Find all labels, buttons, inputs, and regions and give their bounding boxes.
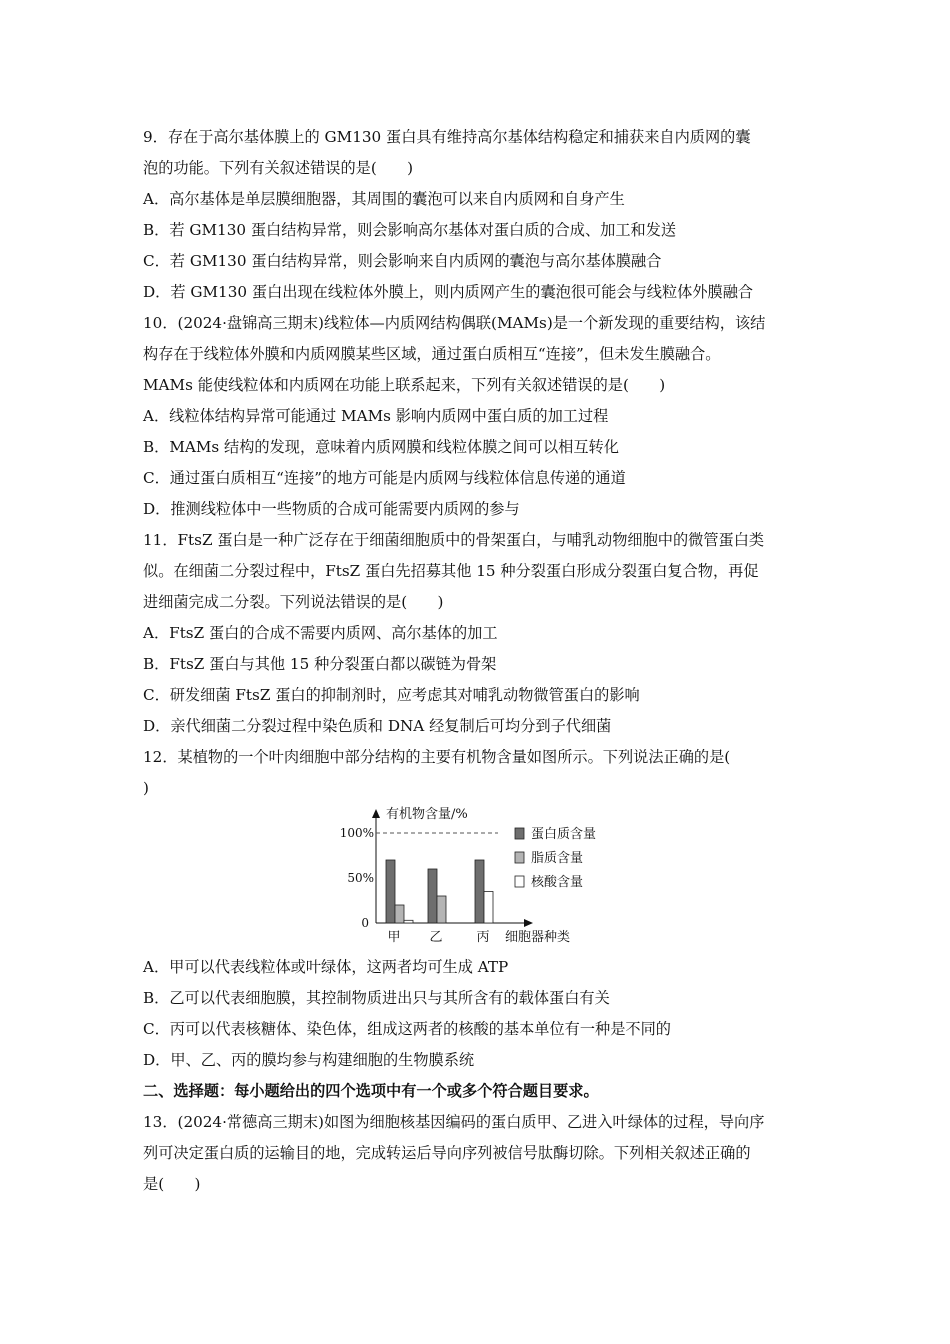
bar-乙-脂质含量 (437, 896, 446, 923)
y-tick-100: 100% (339, 826, 374, 840)
bar-丙-蛋白质含量 (475, 860, 484, 923)
q10-stem-line3: MAMs 能使线粒体和内质网在功能上联系起来，下列有关叙述错误的是( ) (143, 376, 666, 394)
q9-option-b: B．若 GM130 蛋白结构异常，则会影响高尔基体对蛋白质的合成、加工和发送 (143, 221, 677, 239)
bar-chart-svg (143, 804, 813, 952)
legend-label-蛋白质含量: 蛋白质含量 (531, 827, 597, 842)
q10-option-d: D．推测线粒体中一些物质的合成可能需要内质网的参与 (143, 500, 520, 518)
q13-stem-line1: 13．(2024·常德高三期末)如图为细胞核基因编码的蛋白质甲、乙进入叶绿体的过程，导向序 (143, 1113, 765, 1131)
section2-heading: 二、选择题：每小题给出的四个选项中有一个或多个符合题目要求。 (143, 1082, 599, 1100)
q10-option-b: B．MAMs 结构的发现，意味着内质网膜和线粒体膜之间可以相互转化 (143, 438, 619, 456)
y-axis-arrow (372, 809, 380, 818)
q13-stem-line2: 列可决定蛋白质的运输目的地，完成转运后导向序列被信号肽酶切除。下列相关叙述正确的 (143, 1144, 751, 1162)
legend-label-核酸含量: 核酸含量 (531, 875, 584, 890)
bar-甲-脂质含量 (395, 905, 404, 923)
legend (515, 827, 596, 890)
bar-甲-蛋白质含量 (386, 860, 395, 923)
q9-option-d: D．若 GM130 蛋白出现在线粒体外膜上，则内质网产生的囊泡很可能会与线粒体外膜融合 (143, 283, 754, 301)
q12-option-a: A．甲可以代表线粒体或叶绿体，这两者均可生成 ATP (143, 958, 509, 976)
q9-stem-line2: 泡的功能。下列有关叙述错误的是( ) (143, 159, 414, 177)
legend-label-脂质含量: 脂质含量 (531, 851, 584, 866)
q11-option-d: D．亲代细菌二分裂过程中染色质和 DNA 经复制后可均分到子代细菌 (143, 717, 612, 735)
bar-group (386, 860, 493, 923)
x-tick-乙: 乙 (429, 930, 443, 945)
q12-stem-line1: 12．某植物的一个叶肉细胞中部分结构的主要有机物含量如图所示。下列说法正确的是( (143, 748, 731, 766)
q10-option-c: C．通过蛋白质相互“连接”的地方可能是内质网与线粒体信息传递的通道 (143, 469, 626, 487)
x-axis-label: 细胞器种类 (505, 930, 571, 945)
q11-stem-line2: 似。在细菌二分裂过程中，FtsZ 蛋白先招募其他 15 种分裂蛋白形成分裂蛋白复合物，再促 (143, 562, 759, 580)
x-tick-甲: 甲 (387, 930, 401, 945)
legend-swatch-蛋白质含量 (515, 828, 524, 839)
q12-stem-line2: ) (143, 779, 149, 797)
q12-option-b: B．乙可以代表细胞膜，其控制物质进出只与其所含有的载体蛋白有关 (143, 989, 610, 1007)
q13-stem-line3: 是( ) (143, 1175, 201, 1193)
x-axis-arrow (524, 919, 533, 927)
page-content (143, 122, 813, 1200)
q9-option-a: A．高尔基体是单层膜细胞器，其周围的囊泡可以来自内质网和自身产生 (143, 190, 625, 208)
y-tick-0: 0 (361, 916, 369, 930)
x-tick-丙: 丙 (476, 930, 490, 945)
q11-stem-line1: 11．FtsZ 蛋白是一种广泛存在于细菌细胞质中的骨架蛋白，与哺乳动物细胞中的微管蛋白类 (143, 531, 765, 549)
q9-option-c: C．若 GM130 蛋白结构异常，则会影响来自内质网的囊泡与高尔基体膜融合 (143, 252, 662, 270)
y-axis-label: 有机物含量/% (386, 807, 468, 822)
q10-stem-line1: 10．(2024·盘锦高三期末)线粒体—内质网结构偶联(MAMs)是一个新发现的重要结构，该结 (143, 314, 766, 332)
legend-swatch-脂质含量 (515, 852, 524, 863)
legend-swatch-核酸含量 (515, 876, 524, 887)
q11-option-b: B．FtsZ 蛋白与其他 15 种分裂蛋白都以碳链为骨架 (143, 655, 497, 673)
q11-option-a: A．FtsZ 蛋白的合成不需要内质网、高尔基体的加工 (143, 624, 498, 642)
q12-option-c: C．丙可以代表核糖体、染色体，组成这两者的核酸的基本单位有一种是不同的 (143, 1020, 671, 1038)
bar-chart (143, 804, 813, 952)
y-tick-50: 50% (347, 871, 374, 885)
q12-option-d: D．甲、乙、丙的膜均参与构建细胞的生物膜系统 (143, 1051, 475, 1069)
bar-乙-蛋白质含量 (428, 869, 437, 923)
bar-甲-核酸含量 (404, 920, 413, 923)
q10-stem-line2: 构存在于线粒体外膜和内质网膜某些区域，通过蛋白质相互“连接”，但未发生膜融合。 (143, 345, 721, 363)
x-tick-labels (387, 930, 489, 945)
q11-option-c: C．研发细菌 FtsZ 蛋白的抑制剂时，应考虑其对哺乳动物微管蛋白的影响 (143, 686, 640, 704)
q11-stem-line3: 进细菌完成二分裂。下列说法错误的是( ) (143, 593, 444, 611)
q9-stem-line1: 9．存在于高尔基体膜上的 GM130 蛋白具有维持高尔基体结构稳定和捕获来自内质网的囊 (143, 128, 751, 146)
bar-丙-核酸含量 (484, 892, 493, 924)
q10-option-a: A．线粒体结构异常可能通过 MAMs 影响内质网中蛋白质的加工过程 (143, 407, 609, 425)
